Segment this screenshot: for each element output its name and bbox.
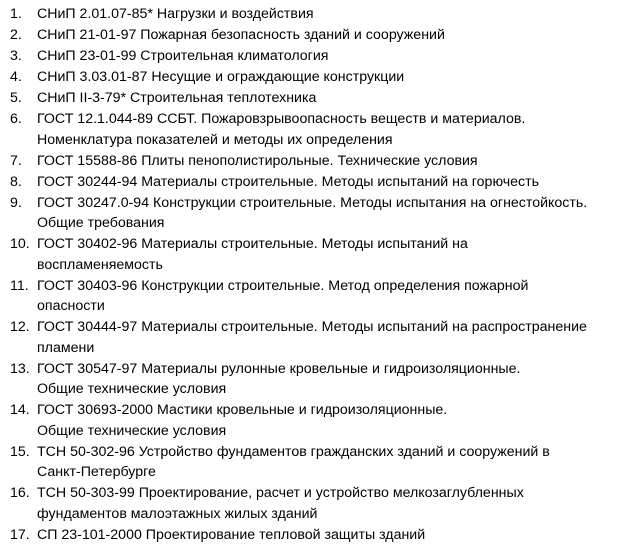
item-number: 10. xyxy=(10,236,30,252)
item-text: СНиП 3.03.01-87 Несущие и ограждающие конструкции xyxy=(37,69,405,85)
item-text: ТСН 50-303-99 Проектирование, расчет и устройство мелкозаглубленных xyxy=(37,485,524,501)
item-text-continuation: пламени xyxy=(37,339,95,356)
item-number: 13. xyxy=(10,360,30,377)
item-number: 14. xyxy=(10,402,30,418)
item-text: СНиП 2.01.07-85* Нагрузки и воздействия xyxy=(37,6,314,22)
list-item xyxy=(0,525,628,546)
item-text: ГОСТ 30403-96 Конструкции строительные. Метод определения пожарной xyxy=(37,277,529,294)
item-text-continuation: Номенклатура показателей и методы их определения xyxy=(37,131,393,148)
item-number: 6. xyxy=(10,111,22,127)
item-text-continuation: воспламеняемость xyxy=(37,256,163,273)
list-item xyxy=(0,400,628,442)
item-text-continuation: Общие технические условия xyxy=(37,381,227,397)
list-item xyxy=(0,317,628,359)
item-number: 7. xyxy=(10,152,22,169)
item-text: ГОСТ 12.1.044-89 ССБТ. Пожаровзрывоопасность веществ и материалов. xyxy=(37,111,526,127)
list-item xyxy=(0,359,628,401)
item-number: 1. xyxy=(10,6,22,22)
item-number: 5. xyxy=(10,90,22,106)
list-item xyxy=(0,88,628,109)
list-item xyxy=(0,172,628,193)
item-text: ТСН 50-302-96 Устройство фундаментов гражданских зданий и сооружений в xyxy=(37,443,550,460)
item-text: ГОСТ 30247.0-94 Конструкции строительные. Методы испытания на огнестойкость. xyxy=(37,194,588,211)
list-item xyxy=(0,151,628,172)
list-item xyxy=(0,4,628,25)
item-text: СП 23-101-2000 Проектирование тепловой защиты зданий xyxy=(37,526,426,543)
item-number: 8. xyxy=(10,173,22,190)
list-item xyxy=(0,193,628,235)
item-text: СНиП II-3-79* Строительная теплотехника xyxy=(37,90,317,106)
item-text: ГОСТ 30693-2000 Мастики кровельные и гидроизоляционные. xyxy=(37,402,448,418)
item-number: 15. xyxy=(10,443,30,460)
list-item xyxy=(0,25,628,46)
item-text: СНиП 23-01-99 Строительная климатология xyxy=(37,48,329,64)
item-text: СНиП 21-01-97 Пожарная безопасность зданий и сооружений xyxy=(37,27,445,43)
item-number: 2. xyxy=(10,27,22,43)
list-item xyxy=(0,46,628,67)
list-item xyxy=(0,234,628,276)
item-text: ГОСТ 15588-86 Плиты пенополистирольные. Технические условия xyxy=(37,152,478,169)
item-text-continuation: фундаментов малоэтажных жилых зданий xyxy=(37,505,318,522)
list-item xyxy=(0,276,628,318)
item-number: 9. xyxy=(10,194,22,211)
list-item xyxy=(0,442,628,484)
item-text-continuation: Общие технические условия xyxy=(37,422,227,439)
list-item xyxy=(0,483,628,525)
item-text-continuation: Общие требования xyxy=(37,215,165,231)
item-text: ГОСТ 30444-97 Материалы строительные. Методы испытаний на распространение xyxy=(37,319,587,335)
item-number: 3. xyxy=(10,48,22,64)
item-number: 11. xyxy=(10,277,29,294)
list-item xyxy=(0,109,628,151)
item-number: 16. xyxy=(10,485,30,501)
item-text: ГОСТ 30402-96 Материалы строительные. Методы испытаний на xyxy=(37,236,468,252)
item-text-continuation: опасности xyxy=(37,298,105,314)
item-text: ГОСТ 30547-97 Материалы рулонные кровельные и гидроизоляционные. xyxy=(37,360,521,377)
item-text: ГОСТ 30244-94 Материалы строительные. Методы испытаний на горючесть xyxy=(37,173,540,190)
list-item xyxy=(0,67,628,88)
item-text-continuation: Санкт-Петербурге xyxy=(37,464,156,480)
item-number: 4. xyxy=(10,69,22,85)
item-number: 12. xyxy=(10,319,30,335)
item-number: 17. xyxy=(10,526,30,543)
